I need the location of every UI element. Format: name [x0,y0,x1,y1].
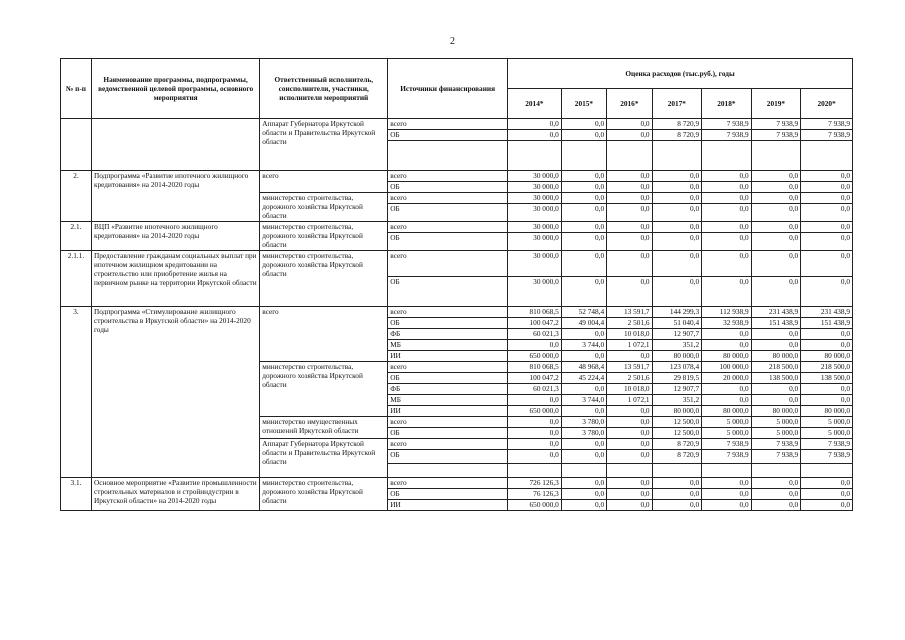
expense-value: 0,0 [561,450,606,464]
expense-value: 0,0 [607,193,652,204]
expense-value: 0,0 [801,222,853,233]
funding-source: ОБ [388,373,508,384]
expense-value: 3 744,0 [561,395,606,406]
funding-source: всего [388,478,508,489]
expense-value: 0,0 [702,193,752,204]
expense-value: 30 000,0 [508,204,562,222]
program-name: ВЦП «Развитие ипотечного жилищного кредитования» на 2014-2020 годы [91,222,259,251]
expense-value: 650 000,0 [508,500,562,511]
expense-value: 0,0 [751,277,801,307]
expense-value: 0,0 [561,384,606,395]
expense-value: 810 068,5 [508,307,562,318]
expense-value: 5 000,0 [751,428,801,439]
funding-source: ФБ [388,329,508,340]
funding-source: ОБ [388,277,508,307]
expense-value: 0,0 [801,478,853,489]
expense-value: 123 078,4 [652,362,702,373]
expense-value: 0,0 [751,204,801,222]
expense-value: 112 938,9 [702,307,752,318]
expense-value: 0,0 [751,329,801,340]
funding-source: ОБ [388,233,508,251]
expense-value: 0,0 [561,277,606,307]
funding-source: ИИ [388,500,508,511]
expense-value: 0,0 [508,340,562,351]
header-year: 2014* [508,89,562,119]
expense-value: 0,0 [607,417,652,428]
expense-value: 52 748,4 [561,307,606,318]
expense-value: 80 000,0 [652,406,702,417]
header-no: № п-п [61,59,92,119]
expense-value [702,464,752,478]
expense-value: 3 780,0 [561,428,606,439]
expense-value: 0,0 [607,222,652,233]
expense-value: 0,0 [801,329,853,340]
expense-value: 0,0 [801,489,853,500]
expense-value: 0,0 [702,171,752,182]
expense-value: 5 000,0 [801,428,853,439]
expenditure-table [60,58,853,511]
funding-source: ОБ [388,428,508,439]
expense-value: 0,0 [561,233,606,251]
expense-value [561,141,606,171]
expense-value: 0,0 [751,384,801,395]
expense-value: 138 500,0 [801,373,853,384]
expense-value [801,464,853,478]
expense-value: 0,0 [801,182,853,193]
expense-value: 2 501,6 [607,373,652,384]
expense-value: 0,0 [652,500,702,511]
expense-value [607,464,652,478]
expense-value: 0,0 [652,478,702,489]
expense-value: 10 018,0 [607,384,652,395]
header-year: 2015* [561,89,606,119]
funding-source: ИИ [388,351,508,362]
expense-value: 48 968,4 [561,362,606,373]
funding-source: всего [388,439,508,450]
expense-value [508,464,562,478]
header-executor: Ответственный исполнитель, соисполнители, участники, исполнители мероприятий [260,59,388,119]
program-name: Подпрограмма «Стимулирование жилищного строительства в Иркутской области» на 2014-2020 годы [91,307,259,478]
expense-value: 0,0 [751,193,801,204]
expense-value: 80 000,0 [751,351,801,362]
expense-value [652,464,702,478]
program-name: Предоставление гражданам социальных выплат при ипотечном жилищном кредитовании на строительство или приобретение жилья на первичном рынке на территории Иркутской области [91,251,259,307]
program-name: Подпрограмма «Развитие ипотечного жилищного кредитования» на 2014-2020 годы [91,171,259,222]
expense-value: 351,2 [652,395,702,406]
expense-value: 0,0 [801,384,853,395]
funding-source [388,464,508,478]
expense-value: 0,0 [801,171,853,182]
funding-source: всего [388,171,508,182]
expense-value: 80 000,0 [801,406,853,417]
expense-value: 0,0 [607,171,652,182]
funding-source: МБ [388,395,508,406]
row-number: 2. [61,171,92,222]
header-year: 2018* [702,89,752,119]
funding-source: ОБ [388,318,508,329]
expense-value: 0,0 [652,204,702,222]
expense-value: 0,0 [561,251,606,277]
expense-value: 7 938,9 [751,119,801,130]
expense-value: 3 780,0 [561,417,606,428]
expense-value: 5 000,0 [702,428,752,439]
table-row [61,171,853,182]
expense-value: 0,0 [702,329,752,340]
expense-value: 80 000,0 [801,351,853,362]
expense-value: 0,0 [702,251,752,277]
expense-value: 0,0 [607,439,652,450]
funding-source: ОБ [388,130,508,141]
program-name [91,119,259,171]
funding-source: ОБ [388,182,508,193]
expense-value: 0,0 [801,340,853,351]
expense-value: 0,0 [702,395,752,406]
header-year: 2020* [801,89,853,119]
expense-value: 0,0 [508,130,562,141]
funding-source: всего [388,251,508,277]
expense-value: 0,0 [607,500,652,511]
expense-value: 0,0 [751,478,801,489]
expense-value: 100 047,2 [508,318,562,329]
expense-value: 0,0 [561,204,606,222]
expense-value: 0,0 [702,204,752,222]
expense-value: 30 000,0 [508,171,562,182]
expense-value: 1 072,1 [607,340,652,351]
expense-value [702,141,752,171]
expense-value: 0,0 [561,351,606,362]
expense-value: 810 068,5 [508,362,562,373]
expense-value: 8 720,9 [652,439,702,450]
expense-value: 0,0 [702,222,752,233]
expense-value [508,141,562,171]
expense-value: 7 938,9 [702,439,752,450]
expense-value: 60 021,3 [508,329,562,340]
expense-value: 0,0 [702,489,752,500]
expense-value: 7 938,9 [702,450,752,464]
expense-value: 0,0 [801,193,853,204]
expense-value: 0,0 [561,478,606,489]
funding-source: ФБ [388,384,508,395]
expense-value: 0,0 [702,233,752,251]
executor-name: министерство строительства, дорожного хозяйства Иркутской области [260,193,388,222]
expense-value: 138 500,0 [751,373,801,384]
expense-value: 231 438,9 [801,307,853,318]
expense-value: 30 000,0 [508,233,562,251]
header-program: Наименование программы, подпрограммы, ведомственной целевой программы, основного мероприятия [91,59,259,119]
expense-value: 0,0 [607,428,652,439]
executor-name: министерство строительства, дорожного хозяйства Иркутской области [260,222,388,251]
row-number: 3.1. [61,478,92,511]
table-row [61,251,853,277]
expense-value: 0,0 [561,171,606,182]
expense-value: 2 501,6 [607,318,652,329]
expense-value: 726 126,3 [508,478,562,489]
expense-value: 0,0 [607,119,652,130]
executor-name: Аппарат Губернатора Иркутской области и Правительства Иркутской области [260,119,388,171]
expense-value: 0,0 [652,171,702,182]
table-row [61,222,853,233]
expense-value [652,141,702,171]
row-number: 2.1.1. [61,251,92,307]
expense-value: 218 500,0 [801,362,853,373]
expense-value: 5 000,0 [751,417,801,428]
executor-name: всего [260,171,388,193]
expense-value: 0,0 [607,251,652,277]
expense-value: 7 938,9 [751,450,801,464]
expense-value: 80 000,0 [652,351,702,362]
expense-value: 650 000,0 [508,406,562,417]
expense-value: 0,0 [508,395,562,406]
expense-value: 0,0 [751,340,801,351]
expense-value: 0,0 [751,182,801,193]
expense-value: 0,0 [607,204,652,222]
expense-value: 0,0 [561,193,606,204]
expense-value: 0,0 [751,500,801,511]
expense-value: 0,0 [652,193,702,204]
row-number: 2.1. [61,222,92,251]
expense-value: 0,0 [751,171,801,182]
expense-value: 60 021,3 [508,384,562,395]
expense-value: 7 938,9 [702,130,752,141]
expense-value: 100 000,0 [702,362,752,373]
expense-value: 30 000,0 [508,251,562,277]
expense-value: 0,0 [508,428,562,439]
expense-value: 49 004,4 [561,318,606,329]
expense-value: 1 072,1 [607,395,652,406]
funding-source: всего [388,417,508,428]
expense-value: 0,0 [702,340,752,351]
expense-value: 8 720,9 [652,450,702,464]
expense-value: 0,0 [702,277,752,307]
expense-value: 0,0 [801,277,853,307]
row-number: 3. [61,307,92,478]
expense-value [561,464,606,478]
expense-value: 0,0 [561,119,606,130]
expense-value: 0,0 [652,489,702,500]
expense-value: 0,0 [801,251,853,277]
funding-source: всего [388,307,508,318]
expense-value: 12 907,7 [652,384,702,395]
executor-name: министерство строительства, дорожного хозяйства Иркутской области [260,362,388,417]
expense-value: 0,0 [561,489,606,500]
expense-value: 0,0 [607,182,652,193]
expense-value: 0,0 [508,450,562,464]
expense-value: 0,0 [702,500,752,511]
table-body [61,119,853,511]
executor-name: министерство строительства, дорожного хозяйства Иркутской области [260,478,388,511]
expense-value: 51 040,4 [652,318,702,329]
expense-value: 0,0 [801,204,853,222]
expense-value: 0,0 [702,182,752,193]
expense-value: 151 438,9 [751,318,801,329]
expense-value: 7 938,9 [751,130,801,141]
funding-source: всего [388,222,508,233]
expense-value: 0,0 [652,222,702,233]
expense-value: 12 500,0 [652,417,702,428]
funding-source: МБ [388,340,508,351]
expense-value: 80 000,0 [702,406,752,417]
expense-value: 76 126,3 [508,489,562,500]
expense-value: 151 438,9 [801,318,853,329]
expense-value: 0,0 [801,395,853,406]
expense-value: 45 224,4 [561,373,606,384]
expense-value: 30 000,0 [508,182,562,193]
executor-name: министерство имущественных отношений Иркутской области [260,417,388,439]
expense-value: 0,0 [702,384,752,395]
expense-value: 8 720,9 [652,119,702,130]
expense-value: 0,0 [508,119,562,130]
expense-value: 29 819,5 [652,373,702,384]
expense-value: 0,0 [561,439,606,450]
expense-value: 0,0 [561,406,606,417]
expense-value [751,464,801,478]
expense-value: 0,0 [751,489,801,500]
expense-value: 0,0 [801,233,853,251]
expense-value: 0,0 [607,489,652,500]
expense-value: 5 000,0 [801,417,853,428]
expense-value: 3 744,0 [561,340,606,351]
program-name: Основное мероприятие «Развитие промышленности строительных материалов и стройиндустрии в Иркутской области» на 2014-2020 годы [91,478,259,511]
funding-source: ИИ [388,406,508,417]
expense-value [607,141,652,171]
header-estimate: Оценка расходов (тыс.руб.), годы [508,59,853,89]
table-row [61,119,853,130]
row-number [61,119,92,171]
expense-value: 0,0 [607,406,652,417]
expense-value: 0,0 [652,277,702,307]
funding-source: всего [388,119,508,130]
expense-value: 650 000,0 [508,351,562,362]
expense-value: 7 938,9 [702,119,752,130]
funding-source: ОБ [388,450,508,464]
expense-value: 351,2 [652,340,702,351]
expense-value: 100 047,2 [508,373,562,384]
expense-value: 0,0 [561,500,606,511]
expense-value: 0,0 [652,233,702,251]
expense-value: 0,0 [607,351,652,362]
expense-value: 0,0 [607,450,652,464]
funding-source: всего [388,362,508,373]
header-year: 2019* [751,89,801,119]
expense-value: 0,0 [561,329,606,340]
header-year: 2017* [652,89,702,119]
expense-value: 0,0 [607,478,652,489]
funding-source: всего [388,193,508,204]
expense-value: 30 000,0 [508,277,562,307]
expense-value: 0,0 [508,417,562,428]
expense-value: 0,0 [607,233,652,251]
expense-value: 231 438,9 [751,307,801,318]
funding-source: ОБ [388,204,508,222]
funding-source [388,141,508,171]
expense-value: 0,0 [801,500,853,511]
expense-value: 13 591,7 [607,307,652,318]
table-row [61,478,853,489]
expense-value: 0,0 [607,130,652,141]
expense-value: 144 299,3 [652,307,702,318]
expense-value: 7 938,9 [751,439,801,450]
executor-name: Аппарат Губернатора Иркутской области и Правительства Иркутской области [260,439,388,478]
expense-value: 5 000,0 [702,417,752,428]
expense-value: 0,0 [652,182,702,193]
expense-value: 0,0 [652,251,702,277]
expense-value: 7 938,9 [801,130,853,141]
expense-value: 0,0 [751,222,801,233]
expense-value: 7 938,9 [801,119,853,130]
expense-value: 0,0 [607,277,652,307]
expense-value: 12 907,7 [652,329,702,340]
table-row [61,307,853,318]
expense-value: 0,0 [702,478,752,489]
funding-source: ОБ [388,489,508,500]
header-source: Источники финансирования [388,59,508,119]
header-year: 2016* [607,89,652,119]
expense-value: 30 000,0 [508,193,562,204]
executor-name: министерство строительства, дорожного хозяйства Иркутской области [260,251,388,307]
expense-value: 32 938,9 [702,318,752,329]
expense-value: 0,0 [508,439,562,450]
executor-name: всего [260,307,388,362]
expense-value: 7 938,9 [801,450,853,464]
expense-value [751,141,801,171]
expense-value: 0,0 [561,182,606,193]
expense-value: 0,0 [561,222,606,233]
expense-value: 8 720,9 [652,130,702,141]
expense-value: 0,0 [751,251,801,277]
expense-value: 80 000,0 [702,351,752,362]
expense-value: 7 938,9 [801,439,853,450]
expense-value: 13 591,7 [607,362,652,373]
expense-value: 80 000,0 [751,406,801,417]
expense-value: 12 500,0 [652,428,702,439]
expense-value: 30 000,0 [508,222,562,233]
expense-value: 0,0 [561,130,606,141]
expense-value: 20 000,0 [702,373,752,384]
expense-value: 0,0 [751,233,801,251]
expense-value: 218 500,0 [751,362,801,373]
page-number: 2 [450,36,455,47]
expense-value [801,141,853,171]
expense-value: 10 018,0 [607,329,652,340]
expense-value: 0,0 [751,395,801,406]
